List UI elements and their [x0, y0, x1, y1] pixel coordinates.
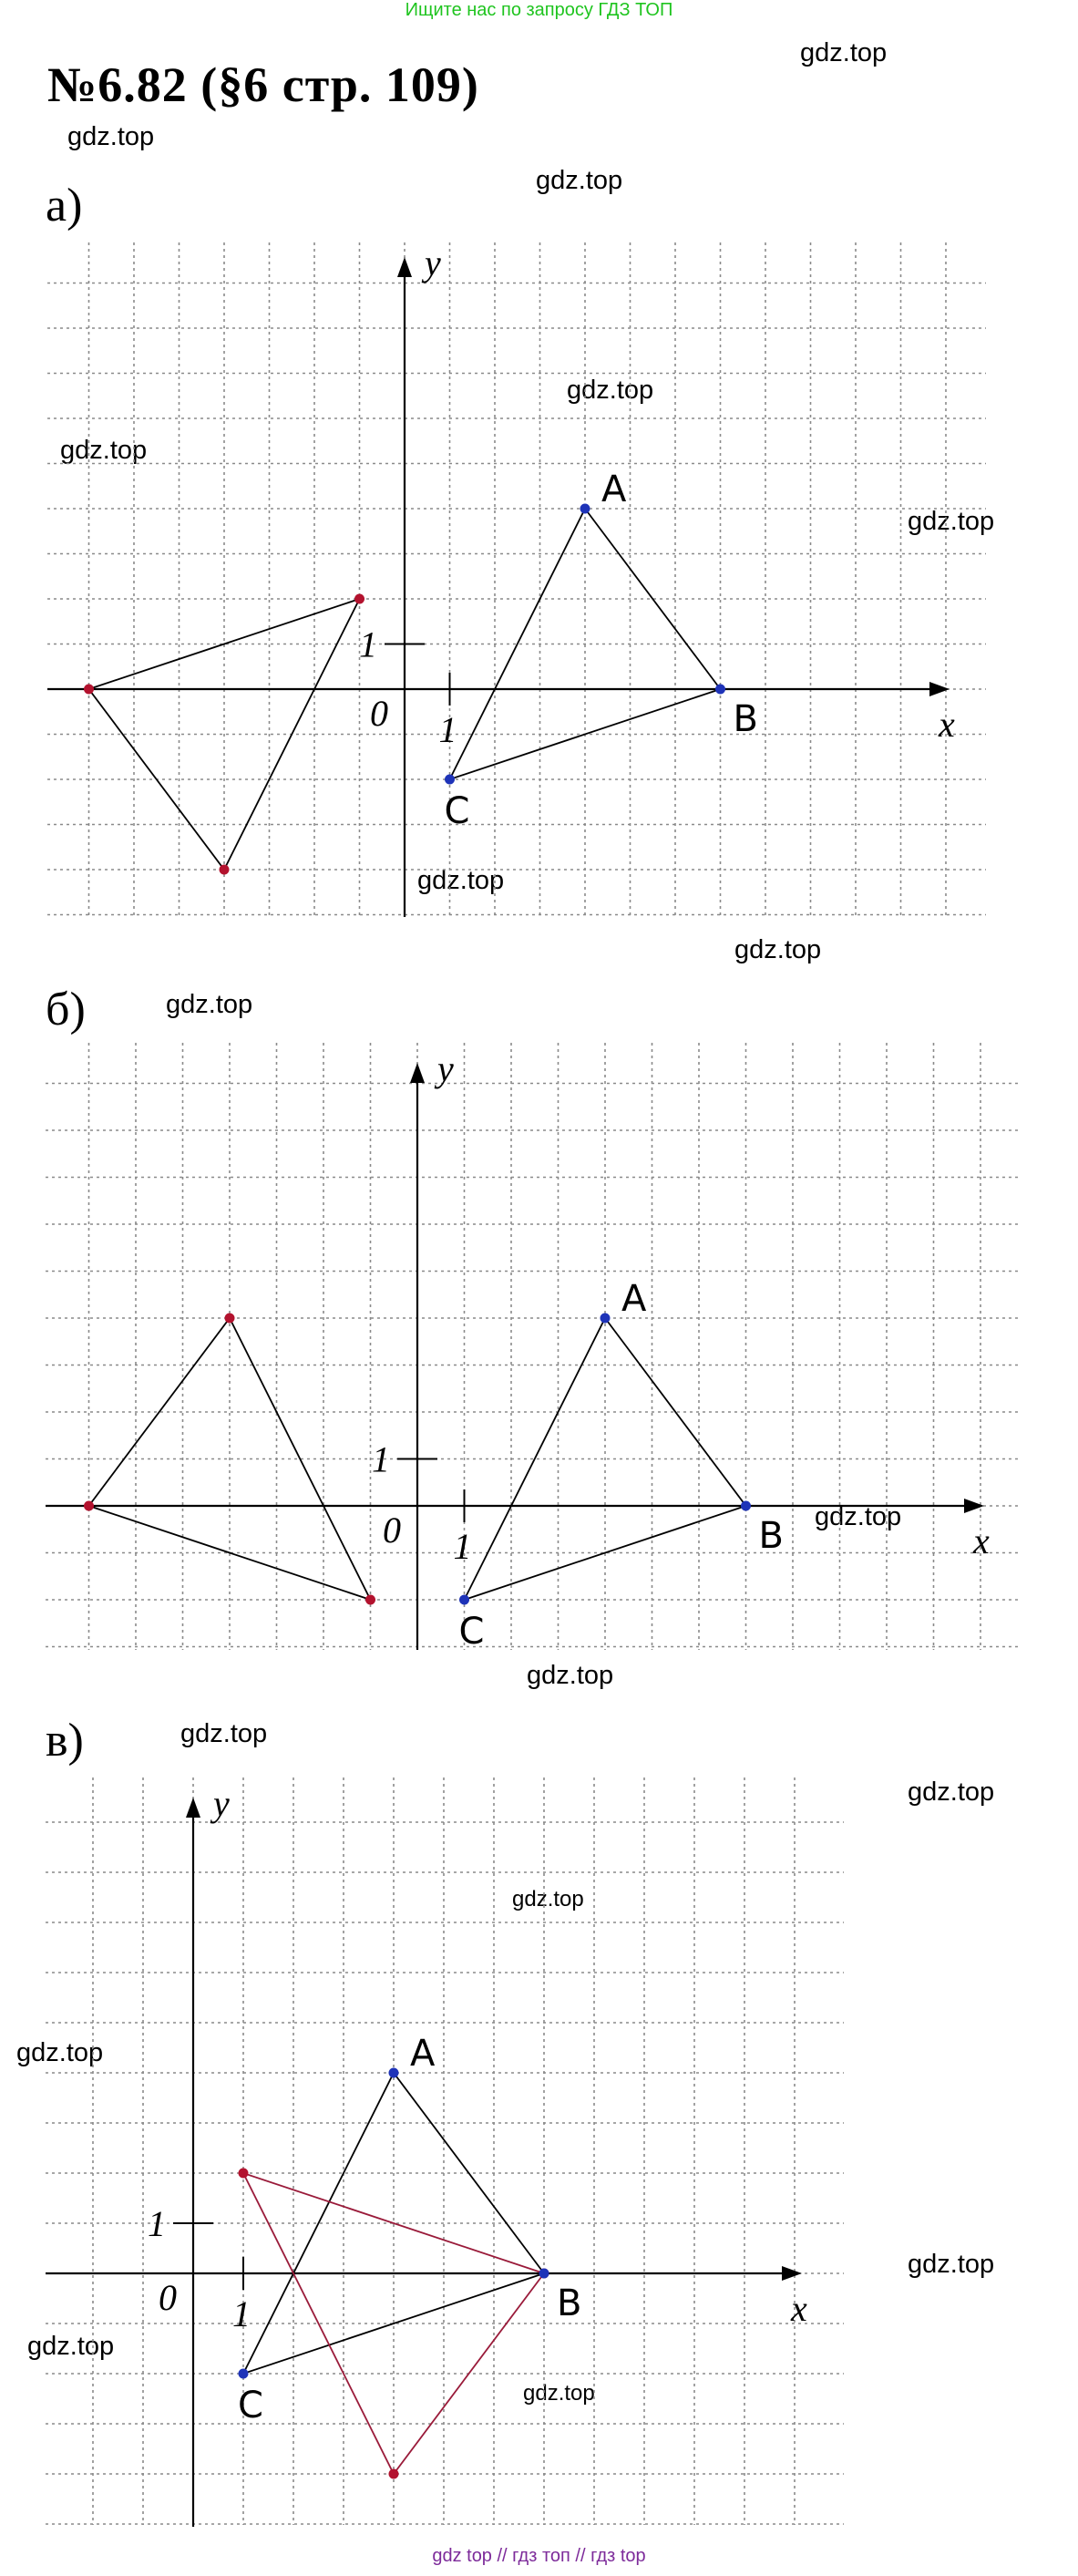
watermark: gdz.top [815, 1502, 902, 1531]
watermark: gdz.top [512, 1887, 584, 1911]
y-axis-label: y [437, 1048, 454, 1089]
x-axis-label: x [973, 1520, 990, 1561]
search-banner[interactable]: Ищите нас по запросу ГДЗ ТОП [405, 0, 673, 20]
y-unit-label: 1 [359, 623, 377, 665]
vertex-label-c: C [444, 790, 470, 832]
watermark: gdz.top [908, 2250, 995, 2279]
watermark: gdz.top [60, 436, 148, 465]
watermark: gdz.top [567, 376, 654, 405]
watermark: gdz.top [166, 990, 253, 1019]
image-vertex-point [389, 2469, 399, 2479]
y-axis-label: y [213, 1783, 230, 1824]
x-axis-arrow-icon [782, 2266, 802, 2281]
x-unit-label: 1 [438, 709, 457, 750]
vertex-label-b: B [557, 2282, 582, 2324]
x-axis-label: x [791, 2288, 807, 2329]
part-label-a: а) [46, 180, 83, 232]
origin-label: 0 [159, 2277, 177, 2318]
y-axis-label: y [425, 242, 441, 283]
watermark: gdz.top [908, 1777, 995, 1807]
page-title: №6.82 (§6 стр. 109) [47, 57, 479, 112]
watermark: gdz.top [734, 935, 822, 964]
watermark: gdz.top [527, 1661, 614, 1690]
watermark: gdz.top [523, 2381, 595, 2406]
y-unit-label: 1 [372, 1438, 390, 1480]
watermark: gdz.top [536, 166, 623, 195]
watermark: gdz.top [908, 507, 995, 536]
vertex-point-b [539, 2269, 549, 2279]
origin-label: 0 [370, 693, 388, 734]
watermark: gdz.top [16, 2038, 104, 2067]
watermark: gdz.top [417, 866, 505, 895]
vertex-label-c: C [238, 2385, 263, 2427]
vertex-label-b: B [758, 1515, 784, 1557]
watermark: gdz.top [67, 122, 155, 151]
x-unit-label: 1 [232, 2293, 251, 2334]
vertex-label-a: A [621, 1278, 647, 1320]
vertex-label-a: A [601, 469, 627, 510]
watermark: gdz.top [180, 1719, 268, 1748]
vertex-label-b: B [733, 698, 758, 740]
part-label-c: в) [46, 1715, 84, 1767]
part-label-b: б) [46, 984, 86, 1036]
footer-links[interactable]: gdz top // гдз топ // гдз top [432, 2546, 646, 2566]
vertex-label-c: C [458, 1611, 485, 1653]
x-unit-label: 1 [453, 1526, 472, 1567]
image-vertex-point [239, 2169, 249, 2179]
grid-lines [46, 1777, 844, 2525]
vertex-label-a: A [410, 2033, 436, 2075]
watermark: gdz.top [800, 38, 888, 67]
x-axis-label: x [939, 704, 955, 745]
y-axis-arrow-icon [186, 1798, 200, 1818]
vertex-point-a [389, 2068, 399, 2078]
origin-label: 0 [383, 1510, 401, 1551]
vertex-point-c [239, 2369, 249, 2379]
y-unit-label: 1 [148, 2203, 166, 2244]
watermark: gdz.top [27, 2332, 115, 2361]
